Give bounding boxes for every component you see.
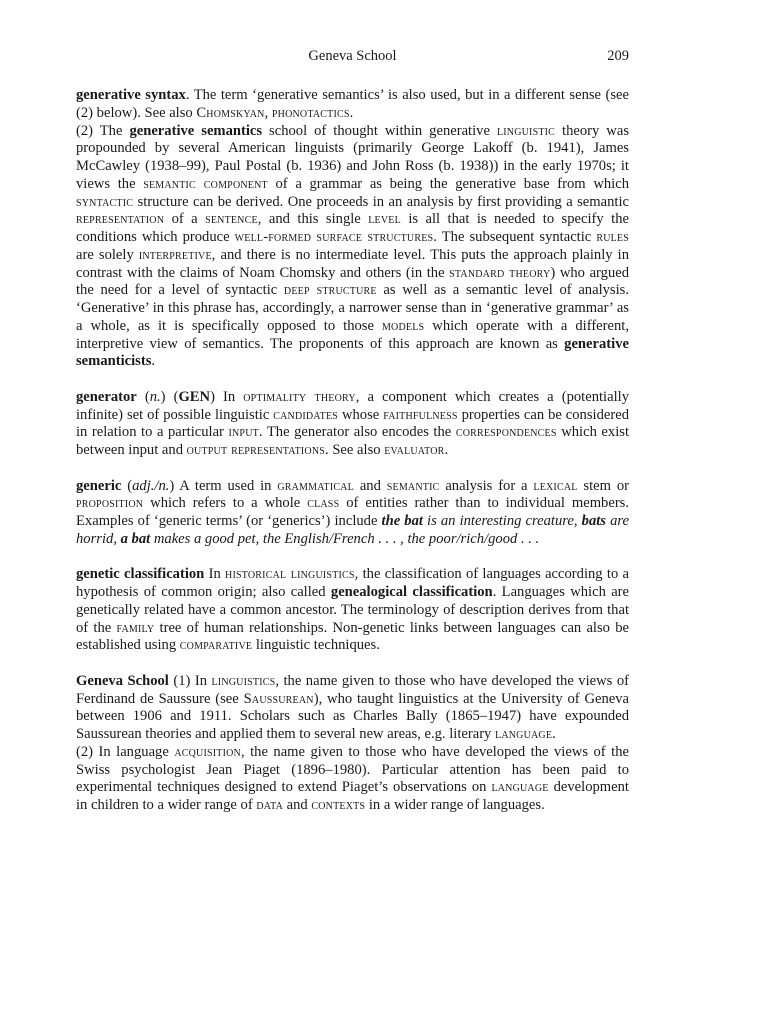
headword: generic: [76, 477, 122, 494]
text-run: structure can be derived. One proceeds in an analysis by first providing a semantic: [133, 193, 629, 210]
text-run: ), who taught linguistics at the University of Geneva between 1906 and 1911. Scholars such as Charles Bally (1865–1947) have expounded Saussurean theories and applied them to several new areas, e.g. literary: [76, 690, 630, 742]
cross-reference: output representations: [186, 442, 326, 458]
cross-reference: interpretive: [138, 246, 212, 263]
cross-reference: correspondences: [455, 424, 557, 441]
entry-genetic-classification: [76, 566, 629, 655]
text-run: ) (: [160, 388, 179, 405]
example-term: bats: [581, 513, 606, 529]
text-run: in a wider range of languages.: [365, 797, 545, 813]
cross-reference: lexical: [533, 477, 578, 494]
cross-reference: semantic: [386, 477, 440, 494]
cross-reference: language: [491, 779, 549, 796]
text-run: , and there is no intermediate level. This puts the approach plainly in contrast with the claims of Noam Chomsky and others (in the: [76, 246, 629, 281]
italic-text: adj./n.: [132, 477, 170, 494]
cross-reference: input: [228, 424, 259, 441]
text-run: .: [444, 442, 449, 458]
text-run: , the classification of languages according to a hypothesis of common origin; also called: [76, 566, 630, 600]
cross-reference: class: [307, 495, 340, 512]
text-run: , the name given to those who have developed the views of the Swiss psychologist Jean Piaget (1896–1980). Particular attention has been paid to experimental techniques designed to extend Piaget’s observations on: [76, 743, 629, 796]
page-number: 209: [607, 48, 629, 64]
text-run: ,: [573, 513, 582, 529]
italic-text: are horrid: [76, 513, 629, 547]
italic-text: makes a good pet: [150, 530, 256, 547]
cross-reference: Saussurean: [243, 690, 314, 707]
cross-reference: deep structure: [283, 282, 377, 299]
page-body: [76, 87, 629, 833]
cross-reference: level: [368, 211, 401, 228]
text-run: ,: [113, 530, 121, 547]
text-run: theory was propounded by several American linguists (primarily George Lakoff (b. 1941), James McCawley (1938–99), Paul Postal (b. 1936) and John Ross (b. 1938)) in the early 1970s; it views the: [76, 122, 630, 192]
text-run: and: [353, 477, 387, 494]
text-run: . The generator also encodes the: [258, 424, 456, 441]
italic-text: the English/French . . . , the poor/rich/good . . .: [262, 530, 540, 547]
text-run: , a component which creates a (potentially infinite) set of possible linguistic: [76, 388, 629, 423]
text-run: properties can be considered in relation to a particular: [76, 406, 629, 441]
cross-reference: models: [381, 317, 425, 334]
entry-paragraph: [76, 389, 629, 460]
text-run: stem or: [577, 477, 629, 494]
text-run: (2) In language: [76, 743, 175, 760]
entry-paragraph: [76, 744, 629, 815]
text-run: (1) In: [168, 672, 212, 689]
cross-reference: family: [116, 619, 155, 636]
cross-reference: linguistics: [211, 672, 276, 689]
cross-reference: standard theory: [449, 264, 551, 281]
cross-reference: rules: [596, 229, 630, 245]
cross-reference: acquisition: [174, 743, 241, 760]
text-run: are solely: [76, 246, 139, 263]
text-run: (: [121, 477, 133, 494]
text-run: linguistic techniques.: [252, 637, 380, 654]
text-run: as well as a semantic level of analysis. ‘Generative’ in this phrase has, accordingly, a narrower sense than in ‘generative grammar’ as a whole, as it is specifically opposed to those: [76, 282, 629, 334]
cross-reference: evaluator: [384, 442, 445, 458]
text-run: . See also: [325, 442, 385, 458]
text-run: whose: [338, 406, 384, 423]
text-run: . The term ‘generative semantics’ is also used, but in a different sense (see (2) below). See also: [76, 87, 629, 121]
entry-paragraph: [76, 123, 629, 372]
cross-reference: proposition: [76, 495, 144, 512]
cross-reference: contexts: [311, 797, 366, 813]
running-head-title: Geneva School: [308, 48, 397, 64]
text-run: which exist between input and: [76, 424, 629, 458]
running-head: [76, 48, 629, 70]
cross-reference: grammatical: [277, 477, 354, 494]
text-run: is all that is needed to specify the conditions which produce: [76, 211, 629, 245]
text-run: ,: [255, 530, 263, 547]
text-run: which operate with a different, interpretive view of semantics. The proponents of this approach are known as: [76, 317, 629, 352]
text-run: .: [552, 726, 556, 742]
headword: generator: [76, 388, 137, 405]
cross-reference: syntactic: [76, 193, 134, 210]
text-run: of entities rather than to individual members. Examples of ‘generic terms’ (or ‘generics’) include: [76, 495, 630, 529]
entry-paragraph: [76, 673, 629, 744]
entry-paragraph: [76, 87, 629, 123]
cross-reference: phonotactics: [271, 104, 350, 121]
text-run: .: [349, 104, 354, 121]
text-run: of a grammar as being the generative base from which: [267, 175, 629, 192]
text-run: (: [136, 388, 150, 405]
entry-generative-syntax: [76, 87, 629, 371]
cross-reference: comparative: [179, 637, 253, 654]
text-run: . The subsequent syntactic: [433, 229, 597, 245]
cross-reference: optimality theory: [243, 388, 356, 405]
text-run: analysis for a: [439, 477, 534, 494]
cross-reference: candidates: [273, 406, 339, 423]
headword: generative semanticists: [76, 335, 629, 370]
headword: genetic classification: [76, 566, 205, 583]
example-term: the bat: [381, 513, 423, 529]
text-run: In: [204, 566, 226, 583]
text-run: of a: [164, 211, 206, 228]
cross-reference: data: [256, 797, 283, 813]
entry-geneva-school: [76, 673, 629, 815]
cross-reference: well-formed surface structures: [234, 229, 434, 245]
text-run: ) In: [210, 388, 244, 405]
text-run: (2) The: [76, 122, 130, 139]
cross-reference: sentence: [205, 211, 258, 228]
text-run: development in children to a wider range of: [76, 779, 629, 813]
headword: GEN: [178, 388, 211, 405]
text-run: ) A term used in: [169, 477, 278, 494]
entry-paragraph: [76, 478, 629, 549]
text-run: .: [151, 353, 156, 370]
headword: generative syntax: [76, 87, 186, 103]
cross-reference: Chomskyan: [196, 104, 265, 121]
text-run: and: [283, 797, 312, 813]
text-run: ,: [264, 104, 272, 121]
cross-reference: representation: [76, 211, 165, 228]
entry-generator: [76, 389, 629, 460]
text-run: tree of human relationships. Non-genetic links between languages can also be established using: [76, 619, 629, 654]
italic-text: n.: [149, 388, 161, 405]
cross-reference: historical linguistics: [225, 566, 355, 583]
cross-reference: language: [495, 726, 553, 742]
text-run: which refers to a whole: [143, 495, 308, 512]
text-run: . Languages which are genetically related have a common ancestor. The terminology of description derives from that of the: [76, 584, 630, 636]
text-run: school of thought within generative: [262, 122, 497, 139]
text-run: , and this single: [257, 211, 369, 228]
example-term: a bat: [120, 530, 151, 547]
headword: generative semantics: [129, 122, 263, 139]
cross-reference: linguistic: [496, 122, 556, 139]
text-run: , the name given to those who have developed the views of Ferdinand de Saussure (see: [76, 672, 629, 707]
cross-reference: semantic component: [143, 175, 268, 192]
cross-reference: faithfulness: [383, 406, 458, 423]
italic-text: is an interesting creature: [422, 513, 574, 529]
entry-generic: [76, 478, 629, 549]
headword: genealogical classification: [330, 584, 493, 600]
headword: Geneva School: [76, 672, 169, 689]
entry-paragraph: [76, 566, 629, 655]
text-run: ) who argued the need for a level of syntactic: [76, 264, 630, 299]
